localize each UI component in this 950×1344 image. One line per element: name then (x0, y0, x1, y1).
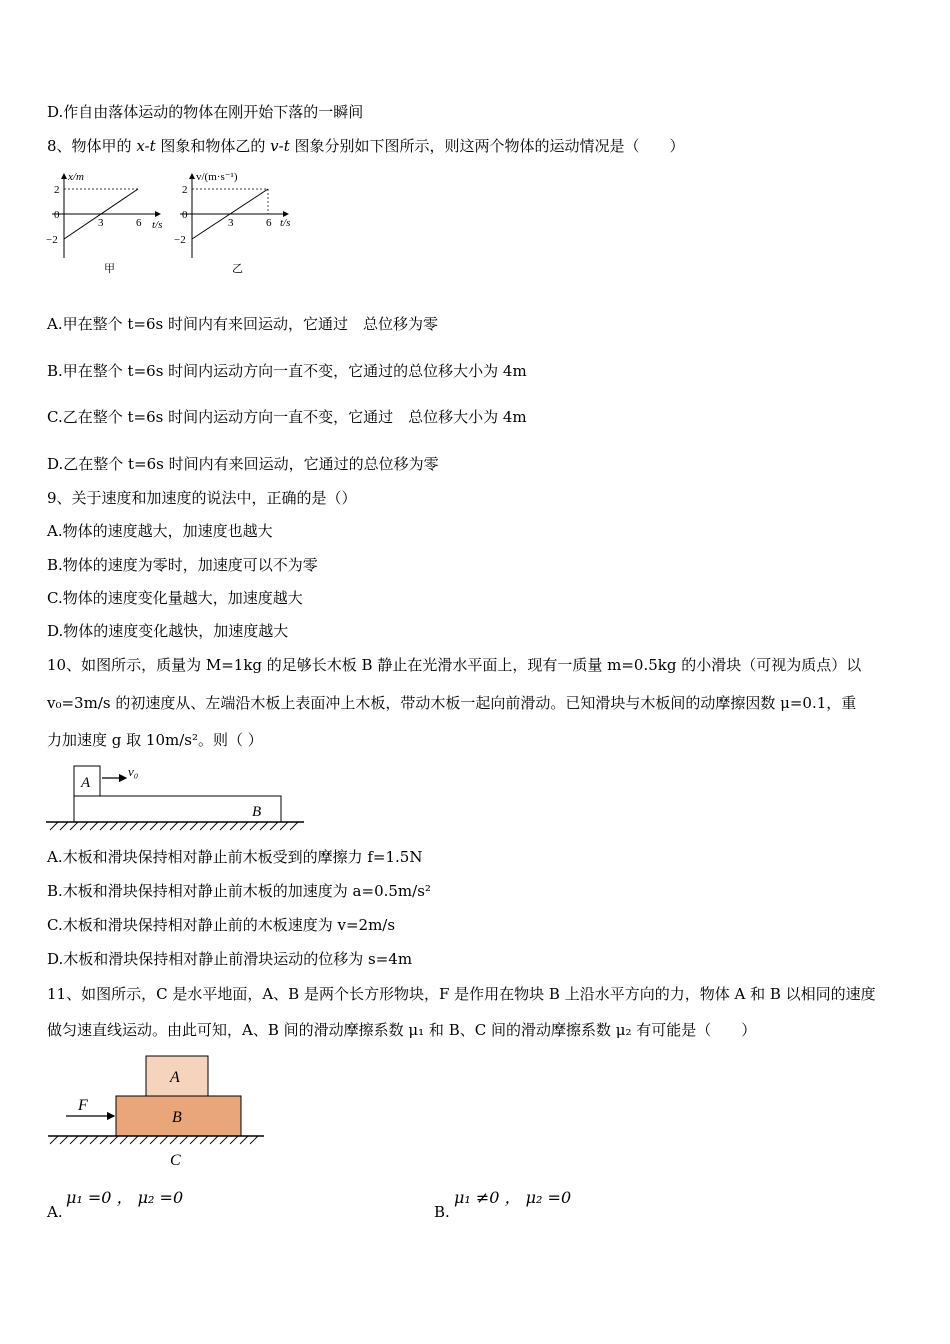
q8-jia-xlabel: t/s (152, 219, 163, 231)
q11-option-a-expr: μ₁ =0 ， μ₂ =0 (66, 1188, 184, 1207)
q8-yi-caption: 乙 (232, 263, 243, 275)
q8-yi-xtick-6: 6 (266, 217, 272, 229)
q11-ground-label: C (170, 1152, 181, 1169)
q11-ground-hatch (50, 1136, 258, 1144)
q10-option-c: C.木板和滑块保持相对静止前的木板速度为 v=2m/s (47, 916, 396, 934)
q10-board-b (74, 796, 281, 822)
q8-stem-var-xt: x-t (136, 137, 156, 155)
q10-block-a-label: A (81, 775, 91, 791)
q8-option-a: A.甲在整个 t=6s 时间内有来回运动，它通过 总位移为零 (47, 315, 438, 333)
q11-stem-line2: 做匀速直线运动。由此可知，A、B 间的滑动摩擦系数 μ₁ 和 B、C 间的滑动摩擦系数 μ₂ 有可能是（ ） (47, 1021, 757, 1039)
q8-stem-var-vt: v-t (270, 137, 290, 155)
q8-yi-ytick-neg2: −2 (174, 234, 186, 246)
q10-option-d: D.木板和滑块保持相对静止前滑块运动的位移为 s=4m (47, 950, 413, 968)
q10-figure (44, 760, 314, 836)
q8-yi-ytick-0: 0 (182, 209, 188, 221)
q8-option-b: B.甲在整个 t=6s 时间内运动方向一直不变，它通过的总位移大小为 4m (47, 362, 527, 380)
q10-board-b-label: B (252, 804, 262, 820)
q8-jia-xtick-3: 3 (98, 217, 104, 229)
q8-jia-xtick-6: 6 (136, 217, 142, 229)
q8-jia-ytick-neg2: −2 (46, 234, 58, 246)
q11-block-b-label: B (172, 1109, 182, 1126)
q9-option-a: A.物体的速度越大，加速度也越大 (47, 522, 273, 540)
q7-option-d: D.作自由落体运动的物体在刚开始下落的一瞬间 (47, 103, 364, 121)
q8-jia-caption: 甲 (104, 263, 115, 275)
q8-yi-ytick-2: 2 (182, 184, 188, 196)
q10-ground-hatch (50, 822, 298, 830)
q8-jia-ytick-0: 0 (54, 209, 60, 221)
q11-stem-line1: 11、如图所示，C 是水平地面，A、B 是两个长方形物块，F 是作用在物块 B 上沿水平方向的力，物体 A 和 B 以相同的速度 (47, 985, 876, 1003)
q11-block-a-label: A (170, 1069, 180, 1086)
q8-yi-xlabel: t/s (280, 217, 291, 229)
q11-option-b-label: B. (434, 1203, 450, 1221)
q10-stem-line3: 力加速度 g 取 10m/s²。则（ ） (47, 731, 263, 749)
q10-option-a: A.木板和滑块保持相对静止前木板受到的摩擦力 f=1.5N (47, 848, 423, 866)
q10-velocity-label: v₀ (128, 764, 139, 779)
q8-stem (47, 136, 685, 156)
q10-stem-line1: 10、如图所示，质量为 M=1kg 的足够长木板 B 静止在光滑水平面上，现有一质量 m=0.5kg 的小滑块（可视为质点）以 (47, 656, 862, 674)
q10-stem-line2: v₀=3m/s 的初速度从、左端沿木板上表面冲上木板，带动木板一起向前滑动。已知滑块与木板间的动摩擦因数 μ=0.1，重 (47, 694, 857, 712)
q8-stem-post: 图象分别如下图所示，则这两个物体的运动情况是（ ） (289, 137, 685, 155)
q8-option-c: C.乙在整个 t=6s 时间内运动方向一直不变，它通过 总位移大小为 4m (47, 408, 527, 426)
q8-option-d: D.乙在整个 t=6s 时间内有来回运动，它通过的总位移为零 (47, 455, 439, 473)
q8-graph-yi (172, 168, 312, 283)
q8-yi-ylabel: v/(m·s⁻¹) (196, 171, 238, 183)
q11-force-label: F (78, 1097, 88, 1114)
q8-jia-ytick-2: 2 (54, 184, 60, 196)
q8-jia-ylabel: x/m (68, 171, 84, 183)
q11-option-b-expr: μ₁ ≠0 ， μ₂ =0 (454, 1188, 572, 1207)
q8-graph-jia (40, 168, 180, 283)
q11-option-a-label: A. (47, 1203, 63, 1221)
q9-stem: 9、关于速度和加速度的说法中，正确的是（） (47, 489, 357, 507)
q9-option-c: C.物体的速度变化量越大，加速度越大 (47, 589, 303, 607)
q10-option-b: B.木板和滑块保持相对静止前木板的加速度为 a=0.5m/s² (47, 882, 431, 900)
q8-yi-xtick-3: 3 (228, 217, 234, 229)
q8-stem-mid: 图象和物体乙的 (155, 137, 271, 155)
q9-option-d: D.物体的速度变化越快，加速度越大 (47, 622, 289, 640)
q8-stem-pre: 8、物体甲的 (47, 137, 137, 155)
q11-figure (44, 1050, 274, 1172)
q9-option-b: B.物体的速度为零时，加速度可以不为零 (47, 556, 318, 574)
